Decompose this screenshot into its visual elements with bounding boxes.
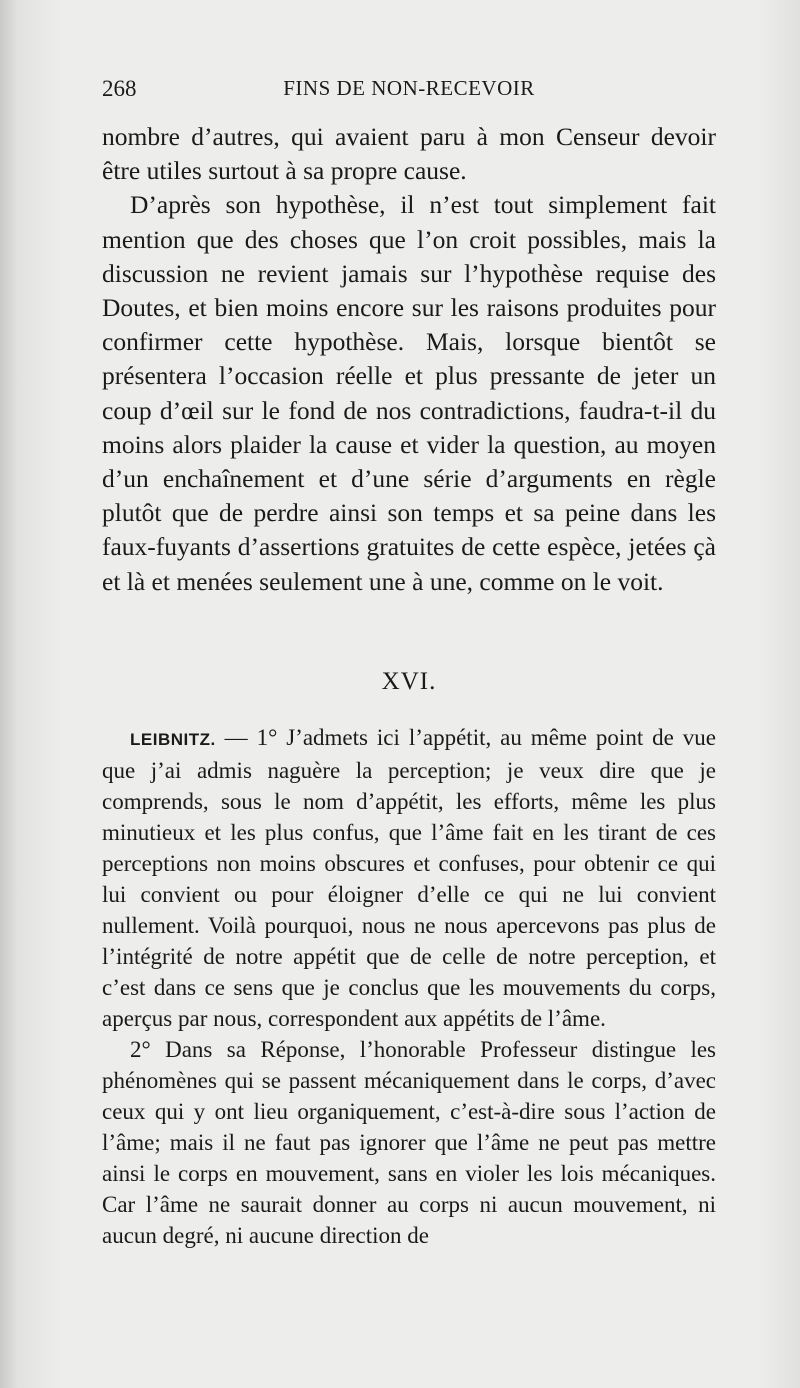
- paragraph-leibnitz-1: [102, 722, 716, 1034]
- section-text-continued: [102, 120, 716, 599]
- section-heading: XVI.: [381, 668, 437, 695]
- paragraph: D’après son hypothèse, il n’est tout simplement fait mention que des choses que l’on croit possibles, mais la discussion ne revient jamais sur l’hypothèse requise des Doutes, et bien moins encore sur les raisons produites pour confirmer cette hypothèse. Mais, lorsque bientôt se présentera l’occasion réelle et plus pressante de jeter un coup d’œil sur le fond de nos contradictions, faudra-t-il du moins alors plaider la cause et vider la question, au moyen d’un enchaînement et d’une série d’arguments en règle plutôt que de perdre ainsi son temps et sa peine dans les faux-fuyants d’assertions gratuites de cette espèce, jetées çà et là et menées seulement une à une, comme on le voit.: [102, 190, 716, 596]
- running-title: FINS DE NON-RECEVOIR: [283, 76, 535, 100]
- speaker-name: LEIBNITZ.: [130, 730, 216, 749]
- running-head: [102, 76, 716, 112]
- section-text-leibnitz: [102, 722, 716, 1251]
- paragraph-text: — 1° J’admets ici l’appétit, au même point de vue que j’ai admis naguère la perception; je veux dire que je comprends, sous le nom d’appétit, les efforts, même les plus minutieux et les plus confus, que l’âme fait en les tirant de ces perceptions non moins obscures et confuses, pour obtenir ce qui lui convient ou pour éloigner d’elle ce qui ne lui convient nullement. Voilà pourquoi, nous ne nous apercevons pas plus de l’intégrité de notre appétit que de celle de notre perception, et c’est dans ce sens que je conclus que les mouvements du corps, aperçus par nous, correspondent aux appétits de l’âme.: [102, 725, 716, 1031]
- paragraph-leibnitz-2: 2° Dans sa Réponse, l’honorable Professeur distingue les phénomènes qui se passent mécaniquement dans le corps, d’avec ceux qui y ont lieu organiquement, c’est-à-dire sous l’action de l’âme; mais il ne faut pas ignorer que l’âme ne peut pas mettre ainsi le corps en mouvement, sans en violer les lois mécaniques. Car l’âme ne saurait donner au corps ni aucun mouvement, ni aucun degré, ni aucune direction de: [102, 1037, 716, 1248]
- page-number: 268: [102, 76, 137, 101]
- paragraph-continued: nombre d’autres, qui avaient paru à mon Censeur devoir être utiles surtout à sa propre cause.: [102, 122, 716, 186]
